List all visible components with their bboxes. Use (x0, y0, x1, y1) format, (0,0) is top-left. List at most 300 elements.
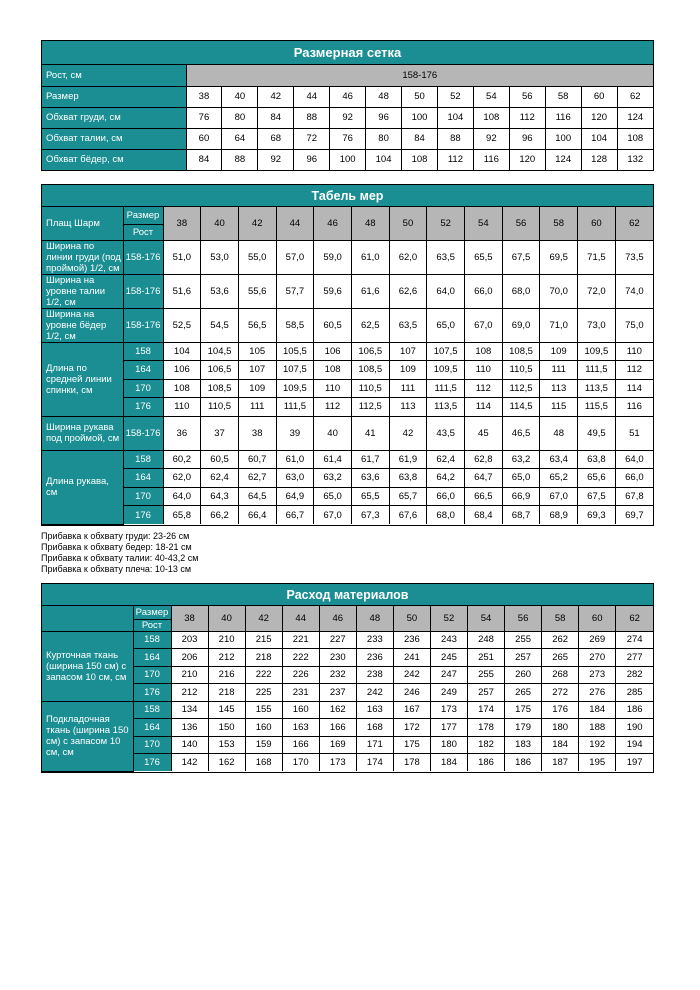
value-cell: 159 (245, 736, 282, 754)
size-header-cell: 44 (282, 606, 319, 631)
measures-title: Табель мер (42, 185, 653, 207)
size-header-cell: 40 (208, 606, 245, 631)
value-cell: 61,0 (351, 240, 389, 274)
value-cell: 39 (276, 416, 314, 450)
value-cell: 67,0 (540, 487, 578, 506)
value-cell: 55,0 (238, 240, 276, 274)
value-cell: 107,5 (276, 361, 314, 380)
value-cell: 111,5 (578, 361, 616, 380)
height-cell: 170 (133, 736, 171, 754)
value-cell: 66,0 (465, 274, 503, 308)
size-header-cell: 52 (427, 207, 465, 240)
value-cell: 111,5 (427, 379, 465, 398)
value-cell: 68,0 (502, 274, 540, 308)
value-cell: 61,4 (314, 450, 352, 469)
height-cell: 164 (123, 361, 163, 380)
data-row (42, 342, 653, 361)
value-cell: 237 (319, 684, 356, 702)
measurement-cell: 80 (222, 107, 258, 128)
value-cell: 111 (238, 398, 276, 417)
measurement-cell: 124 (617, 107, 653, 128)
value-cell: 63,2 (502, 450, 540, 469)
value-cell: 170 (282, 754, 319, 772)
value-cell: 40 (314, 416, 352, 450)
size-header-cell: 56 (502, 207, 540, 240)
value-cell: 265 (505, 684, 542, 702)
value-cell: 245 (430, 649, 467, 667)
value-cell: 57,0 (276, 240, 314, 274)
value-cell: 212 (171, 684, 208, 702)
value-cell: 62,6 (389, 274, 427, 308)
value-cell: 49,5 (578, 416, 616, 450)
value-cell: 268 (542, 666, 579, 684)
value-cell: 184 (430, 754, 467, 772)
value-cell: 106 (314, 342, 352, 361)
value-cell: 108 (465, 342, 503, 361)
value-cell: 75,0 (615, 308, 653, 342)
value-cell: 59,6 (314, 274, 352, 308)
measurement-cell: 68 (258, 128, 294, 149)
value-cell: 107 (389, 342, 427, 361)
height-header-label: Рост (123, 224, 163, 240)
measurement-cell: 112 (509, 107, 545, 128)
value-cell: 218 (208, 684, 245, 702)
value-cell: 63,0 (276, 469, 314, 488)
value-cell: 65,2 (540, 469, 578, 488)
value-cell: 110 (465, 361, 503, 380)
note-waist: Прибавка к обхвату талии: 40-43,2 см (41, 553, 199, 563)
value-cell: 113,5 (578, 379, 616, 398)
value-cell: 178 (393, 754, 430, 772)
size-header-cell: 60 (578, 207, 616, 240)
value-cell: 110 (314, 379, 352, 398)
measurement-cell: 92 (330, 107, 366, 128)
data-row (42, 450, 653, 469)
size-header-cell: 42 (245, 606, 282, 631)
measurement-cell: 128 (581, 149, 617, 170)
value-cell: 225 (245, 684, 282, 702)
value-cell: 71,0 (540, 308, 578, 342)
value-cell: 227 (319, 631, 356, 649)
value-cell: 108 (163, 379, 201, 398)
value-cell: 67,6 (389, 506, 427, 525)
value-cell: 67,5 (578, 487, 616, 506)
value-cell: 110,5 (201, 398, 239, 417)
size-cell: 42 (258, 86, 294, 107)
value-cell: 109,5 (578, 342, 616, 361)
value-cell: 166 (282, 736, 319, 754)
value-cell: 109 (238, 379, 276, 398)
value-cell: 112,5 (351, 398, 389, 417)
measurement-cell: 104 (437, 107, 473, 128)
measurement-cell: 64 (222, 128, 258, 149)
data-row (42, 736, 653, 754)
size-header-cell: 38 (171, 606, 208, 631)
value-cell: 69,5 (540, 240, 578, 274)
size-cell: 54 (473, 86, 509, 107)
value-cell: 111,5 (276, 398, 314, 417)
measurement-cell: 100 (545, 128, 581, 149)
value-cell: 64,0 (615, 450, 653, 469)
value-cell: 64,0 (163, 487, 201, 506)
value-cell: 43,5 (427, 416, 465, 450)
value-cell: 222 (245, 666, 282, 684)
group-label: Ширина по линии груди (под проймой) 1/2, см (42, 240, 123, 274)
size-header-cell: 48 (356, 606, 393, 631)
value-cell: 179 (505, 719, 542, 737)
height-cell: 164 (133, 649, 171, 667)
height-cell: 158-176 (123, 274, 163, 308)
value-cell: 67,0 (465, 308, 503, 342)
value-cell: 206 (171, 649, 208, 667)
value-cell: 60,7 (238, 450, 276, 469)
data-row (42, 719, 653, 737)
value-cell: 110,5 (502, 361, 540, 380)
value-cell: 106,5 (201, 361, 239, 380)
value-cell: 66,5 (465, 487, 503, 506)
value-cell: 212 (208, 649, 245, 667)
value-cell: 169 (319, 736, 356, 754)
value-cell: 36 (163, 416, 201, 450)
value-cell: 65,7 (389, 487, 427, 506)
value-cell: 63,4 (540, 450, 578, 469)
value-cell: 248 (468, 631, 505, 649)
value-cell: 107 (238, 361, 276, 380)
value-cell: 66,9 (502, 487, 540, 506)
value-cell: 58,5 (276, 308, 314, 342)
value-cell: 64,7 (465, 469, 503, 488)
value-cell: 112 (465, 379, 503, 398)
size-header-cell: 56 (505, 606, 542, 631)
group-label: Ширина рукава под проймой, см (42, 416, 123, 450)
value-cell: 116 (615, 398, 653, 417)
value-cell: 162 (319, 701, 356, 719)
value-cell: 184 (579, 701, 616, 719)
value-cell: 69,3 (578, 506, 616, 525)
data-row (42, 754, 653, 772)
value-cell: 173 (430, 701, 467, 719)
height-cell: 170 (123, 379, 163, 398)
measurement-cell: 108 (617, 128, 653, 149)
value-cell: 63,8 (578, 450, 616, 469)
value-cell: 210 (208, 631, 245, 649)
group-label: Курточная ткань (ширина 150 см) с запасом 10 см, см (42, 631, 133, 701)
value-cell: 110,5 (351, 379, 389, 398)
size-cell: 48 (366, 86, 402, 107)
measurement-cell: 104 (581, 128, 617, 149)
size-grid-section (41, 40, 654, 171)
value-cell: 113 (540, 379, 578, 398)
value-cell: 108,5 (351, 361, 389, 380)
data-row (42, 361, 653, 380)
value-cell: 71,5 (578, 240, 616, 274)
value-cell: 67,0 (314, 506, 352, 525)
value-cell: 52,5 (163, 308, 201, 342)
note-hips: Прибавка к обхвату бедер: 18-21 см (41, 542, 192, 552)
value-cell: 60,5 (314, 308, 352, 342)
value-cell: 167 (393, 701, 430, 719)
measurement-label: Обхват бёдер, см (42, 149, 186, 170)
value-cell: 73,5 (615, 240, 653, 274)
value-cell: 218 (245, 649, 282, 667)
value-cell: 113,5 (427, 398, 465, 417)
value-cell: 153 (208, 736, 245, 754)
height-label: Рост, см (42, 65, 186, 86)
measurement-cell: 92 (258, 149, 294, 170)
header-corner (42, 606, 133, 631)
value-cell: 236 (393, 631, 430, 649)
value-cell: 180 (430, 736, 467, 754)
value-cell: 269 (579, 631, 616, 649)
group-label: Ширина на уровне бёдер 1/2, см (42, 308, 123, 342)
size-header-cell: 52 (430, 606, 467, 631)
value-cell: 255 (468, 666, 505, 684)
value-cell: 114,5 (502, 398, 540, 417)
value-cell: 51 (615, 416, 653, 450)
value-cell: 106 (163, 361, 201, 380)
value-cell: 249 (430, 684, 467, 702)
value-cell: 62,0 (389, 240, 427, 274)
value-cell: 114 (465, 398, 503, 417)
size-cell: 56 (509, 86, 545, 107)
size-header-cell: 48 (351, 207, 389, 240)
value-cell: 115,5 (578, 398, 616, 417)
size-header-cell: 50 (389, 207, 427, 240)
measurement-cell: 108 (473, 107, 509, 128)
size-header-cell: 50 (393, 606, 430, 631)
value-cell: 53,0 (201, 240, 239, 274)
height-row (42, 65, 653, 86)
measurement-row (42, 107, 653, 128)
size-header-cell: 58 (540, 207, 578, 240)
value-cell: 64,5 (238, 487, 276, 506)
data-row (42, 631, 653, 649)
value-cell: 61,0 (276, 450, 314, 469)
value-cell: 134 (171, 701, 208, 719)
size-header-label: Размер (123, 207, 163, 224)
value-cell: 260 (505, 666, 542, 684)
value-cell: 215 (245, 631, 282, 649)
data-row (42, 487, 653, 506)
data-row (42, 666, 653, 684)
value-cell: 183 (505, 736, 542, 754)
value-cell: 112,5 (502, 379, 540, 398)
value-cell: 175 (393, 736, 430, 754)
value-cell: 56,5 (238, 308, 276, 342)
size-header-cell: 54 (468, 606, 505, 631)
value-cell: 236 (356, 649, 393, 667)
size-cell: 38 (186, 86, 222, 107)
measurement-cell: 96 (294, 149, 330, 170)
value-cell: 285 (616, 684, 653, 702)
value-cell: 246 (393, 684, 430, 702)
size-cell: 52 (437, 86, 473, 107)
value-cell: 177 (430, 719, 467, 737)
value-cell: 155 (245, 701, 282, 719)
value-cell: 64,2 (427, 469, 465, 488)
height-cell: 170 (123, 487, 163, 506)
measurement-cell: 84 (186, 149, 222, 170)
value-cell: 65,5 (351, 487, 389, 506)
value-cell: 63,2 (314, 469, 352, 488)
measurement-cell: 116 (545, 107, 581, 128)
value-cell: 109 (540, 342, 578, 361)
value-cell: 108,5 (502, 342, 540, 361)
value-cell: 53,6 (201, 274, 239, 308)
size-grid-title: Размерная сетка (42, 41, 653, 65)
value-cell: 190 (616, 719, 653, 737)
size-header-cell: 40 (201, 207, 239, 240)
value-cell: 68,9 (540, 506, 578, 525)
measurement-cell: 84 (258, 107, 294, 128)
value-cell: 197 (616, 754, 653, 772)
value-cell: 226 (282, 666, 319, 684)
value-cell: 74,0 (615, 274, 653, 308)
size-cell: 62 (617, 86, 653, 107)
allowance-notes (41, 531, 198, 575)
value-cell: 66,2 (201, 506, 239, 525)
measurement-cell: 112 (437, 149, 473, 170)
value-cell: 222 (282, 649, 319, 667)
value-cell: 41 (351, 416, 389, 450)
measurement-cell: 96 (509, 128, 545, 149)
value-cell: 174 (468, 701, 505, 719)
value-cell: 242 (356, 684, 393, 702)
value-cell: 61,6 (351, 274, 389, 308)
height-cell: 158 (133, 631, 171, 649)
data-row (42, 416, 653, 450)
value-cell: 68,7 (502, 506, 540, 525)
size-header-cell: 42 (238, 207, 276, 240)
data-row (42, 684, 653, 702)
value-cell: 68,0 (427, 506, 465, 525)
measurement-cell: 88 (222, 149, 258, 170)
measurement-cell: 96 (366, 107, 402, 128)
value-cell: 68,4 (465, 506, 503, 525)
consumption-table (42, 606, 653, 772)
height-cell: 158 (123, 342, 163, 361)
value-cell: 65,8 (163, 506, 201, 525)
group-label: Ширина на уровне талии 1/2, см (42, 274, 123, 308)
value-cell: 187 (542, 754, 579, 772)
value-cell: 70,0 (540, 274, 578, 308)
value-cell: 247 (430, 666, 467, 684)
consumption-section (41, 583, 654, 773)
value-cell: 242 (393, 666, 430, 684)
value-cell: 57,7 (276, 274, 314, 308)
height-cell: 164 (123, 469, 163, 488)
value-cell: 203 (171, 631, 208, 649)
value-cell: 61,9 (389, 450, 427, 469)
height-cell: 176 (123, 506, 163, 525)
value-cell: 188 (579, 719, 616, 737)
value-cell: 65,0 (502, 469, 540, 488)
size-header-cell: 60 (579, 606, 616, 631)
value-cell: 55,6 (238, 274, 276, 308)
value-cell: 180 (542, 719, 579, 737)
value-cell: 63,6 (351, 469, 389, 488)
data-row (42, 240, 653, 274)
value-cell: 69,7 (615, 506, 653, 525)
value-cell: 232 (319, 666, 356, 684)
group-label: Длина по средней линии спинки, см (42, 342, 123, 416)
measurement-cell: 116 (473, 149, 509, 170)
measurement-label: Обхват груди, см (42, 107, 186, 128)
value-cell: 73,0 (578, 308, 616, 342)
header-row-size (42, 207, 653, 224)
value-cell: 109,5 (427, 361, 465, 380)
data-row (42, 506, 653, 525)
value-cell: 65,5 (465, 240, 503, 274)
value-cell: 241 (393, 649, 430, 667)
size-header-cell: 38 (163, 207, 201, 240)
value-cell: 111 (540, 361, 578, 380)
value-cell: 51,6 (163, 274, 201, 308)
value-cell: 270 (579, 649, 616, 667)
value-cell: 108 (314, 361, 352, 380)
consumption-title: Расход материалов (42, 584, 653, 606)
value-cell: 60,2 (163, 450, 201, 469)
product-name: Плащ Шарм (42, 207, 123, 240)
value-cell: 62,4 (201, 469, 239, 488)
measurement-cell: 120 (509, 149, 545, 170)
measurement-cell: 84 (402, 128, 438, 149)
value-cell: 210 (171, 666, 208, 684)
height-cell: 164 (133, 719, 171, 737)
value-cell: 62,7 (238, 469, 276, 488)
data-row (42, 469, 653, 488)
value-cell: 69,0 (502, 308, 540, 342)
height-header-label: Рост (133, 619, 171, 631)
value-cell: 65,0 (314, 487, 352, 506)
value-cell: 150 (208, 719, 245, 737)
value-cell: 111 (389, 379, 427, 398)
size-header-cell: 44 (276, 207, 314, 240)
size-cell: 44 (294, 86, 330, 107)
value-cell: 277 (616, 649, 653, 667)
value-cell: 105,5 (276, 342, 314, 361)
measurement-cell: 100 (330, 149, 366, 170)
size-cell: 60 (581, 86, 617, 107)
size-cell: 58 (545, 86, 581, 107)
data-row (42, 308, 653, 342)
value-cell: 108,5 (201, 379, 239, 398)
value-cell: 195 (579, 754, 616, 772)
value-cell: 60,5 (201, 450, 239, 469)
size-header-label: Размер (133, 606, 171, 619)
height-cell: 158-176 (123, 416, 163, 450)
value-cell: 136 (171, 719, 208, 737)
value-cell: 104,5 (201, 342, 239, 361)
value-cell: 174 (356, 754, 393, 772)
value-cell: 163 (282, 719, 319, 737)
value-cell: 38 (238, 416, 276, 450)
group-label: Длина рукава, см (42, 450, 123, 524)
value-cell: 59,0 (314, 240, 352, 274)
value-cell: 243 (430, 631, 467, 649)
value-cell: 66,0 (615, 469, 653, 488)
value-cell: 178 (468, 719, 505, 737)
measures-section (41, 184, 654, 526)
value-cell: 72,0 (578, 274, 616, 308)
measurement-label: Обхват талии, см (42, 128, 186, 149)
value-cell: 160 (245, 719, 282, 737)
value-cell: 67,3 (351, 506, 389, 525)
value-cell: 145 (208, 701, 245, 719)
height-cell: 158-176 (123, 308, 163, 342)
value-cell: 46,5 (502, 416, 540, 450)
value-cell: 65,6 (578, 469, 616, 488)
